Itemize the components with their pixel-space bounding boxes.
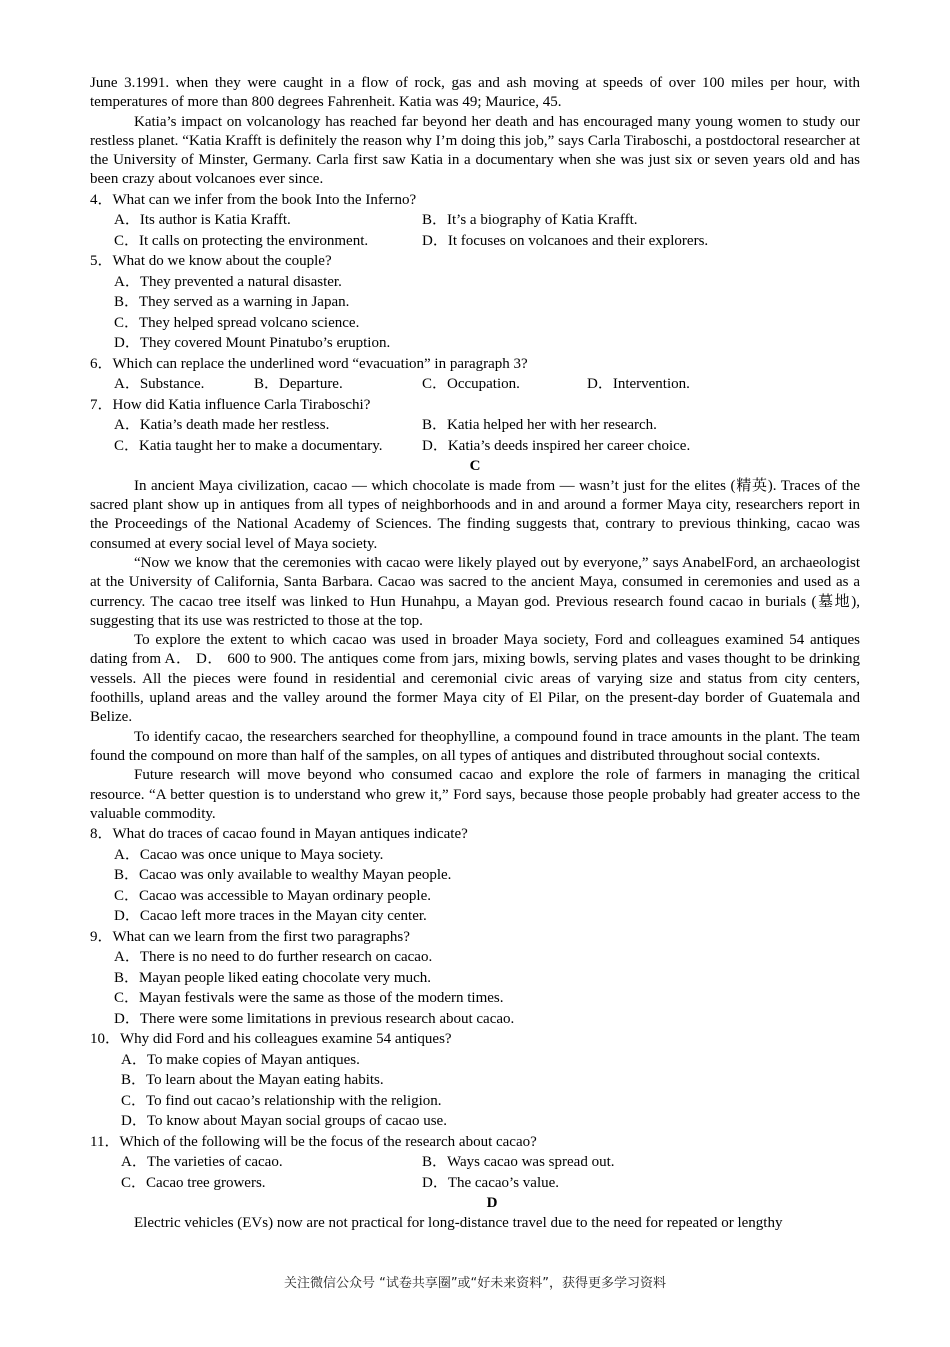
option-b[interactable]: B．Ways cacao was spread out. — [422, 1154, 615, 1171]
option-c[interactable]: C．Cacao tree growers. — [121, 1174, 266, 1191]
option-a[interactable]: A．Its author is Katia Krafft. — [114, 212, 291, 229]
option-row — [90, 292, 860, 313]
option-d[interactable]: D．To know about Mayan social groups of cacao use. — [121, 1113, 447, 1130]
option-a[interactable]: A．They prevented a natural disaster. — [114, 273, 342, 290]
option-d[interactable]: D．There were some limitations in previous research about cacao. — [114, 1010, 515, 1027]
option-row — [90, 210, 860, 231]
option-row — [90, 1050, 860, 1071]
option-row — [90, 865, 860, 886]
question-stem: 5．What do we know about the couple? — [90, 253, 332, 270]
passage-c-paragraph: To identify cacao, the researchers searched for theophylline, a compound found in trace amounts in the plant. The team found the compound on more than half of the samples, on all types of antiques and distributed throughout social contexts. — [90, 728, 860, 764]
option-row — [90, 436, 860, 457]
section-heading: D — [486, 1195, 498, 1212]
option-a[interactable]: A．Substance. — [114, 376, 205, 393]
option-d[interactable]: D．They covered Mount Pinatubo’s eruption. — [114, 335, 391, 352]
option-a[interactable]: A．There is no need to do further research on cacao. — [114, 949, 433, 966]
option-b[interactable]: B．It’s a biography of Katia Krafft. — [422, 212, 638, 229]
option-c[interactable]: C．Occupation. — [422, 376, 520, 393]
option-row — [90, 1070, 860, 1091]
passage-d-paragraph: Electric vehicles (EVs) now are not practical for long-distance travel due to the need for repeated or lengthy — [134, 1214, 783, 1231]
option-d[interactable]: D．The cacao’s value. — [422, 1174, 560, 1191]
option-b[interactable]: B．They served as a warning in Japan. — [114, 294, 350, 311]
option-b[interactable]: B．Mayan people liked eating chocolate very much. — [114, 969, 431, 986]
option-b[interactable]: B．To learn about the Mayan eating habits. — [121, 1072, 384, 1089]
passage-b-paragraph: Katia’s impact on volcanology has reached far beyond her death and has encouraged many young women to study our restless planet. “Katia Krafft is definitely the reason why I’m doing this job,” says Carla Tiraboschi, a postdoctoral researcher at the University of Minster, Germany. Carla first saw Katia in a documentary when she was just six or seven years old and has been crazy about volcanoes ever since. — [90, 113, 860, 188]
option-b[interactable]: B．Cacao was only available to wealthy Mayan people. — [114, 867, 452, 884]
passage-c-paragraph: To explore the extent to which cacao was used in broader Maya society, Ford and colleagues examined 54 antiques dating from A． D． 600 to 900. The antiques come from jars, mixing bowls, serving plates and vases thought to be drinking vessels. All the pieces were found in residential and ceremonial civic areas of varying size and status from city centers, foothills, upland areas and the valley around the former Maya city of El Pilar, on the present-day border of Guatemala and Belize. — [90, 632, 860, 726]
option-row — [90, 1173, 860, 1194]
option-row — [90, 1009, 860, 1030]
option-a[interactable]: A．Cacao was once unique to Maya society. — [114, 846, 384, 863]
option-a[interactable]: A．To make copies of Mayan antiques. — [121, 1051, 360, 1068]
option-c[interactable]: C．Cacao was accessible to Mayan ordinary people. — [114, 887, 431, 904]
option-row — [90, 886, 860, 907]
passage-b-paragraph: June 3.1991. when they were caught in a flow of rock, gas and ash moving at speeds of over 100 miles per hour, with temperatures of more than 800 degrees Fahrenheit. Katia was 49; Maurice, 45. — [90, 75, 860, 111]
option-row — [90, 845, 860, 866]
passage-c-paragraph: In ancient Maya civilization, cacao — which chocolate is made from — wasn’t just for the elites (精英). Traces of the sacred plant show up in antiques from all types of neighborhoods and in and around a former Maya city, researchers report in the Proceedings of the National Academy of Sciences. The finding suggests that, contrary to previous thinking, cacao was consumed at every social level of Maya society. — [90, 477, 860, 552]
option-c[interactable]: C．Katia taught her to make a documentary. — [114, 437, 383, 454]
section-heading: C — [469, 458, 481, 475]
question-stem: 6．Which can replace the underlined word “evacuation” in paragraph 3? — [90, 355, 528, 372]
option-row — [90, 272, 860, 293]
option-d[interactable]: D．Intervention. — [587, 376, 690, 393]
option-b[interactable]: B．Departure. — [254, 376, 343, 393]
option-row — [90, 1152, 860, 1173]
option-row — [90, 1091, 860, 1112]
question-stem: 7．How did Katia influence Carla Tiraboschi? — [90, 396, 371, 413]
option-row — [90, 415, 860, 436]
option-c[interactable]: C．They helped spread volcano science. — [114, 314, 360, 331]
option-d[interactable]: D．Katia’s deeds inspired her career choice. — [422, 437, 691, 454]
page-footer: 关注微信公众号 “试卷共享圈”或“好未来资料”，获得更多学习资料 — [283, 1276, 667, 1291]
option-row — [90, 947, 860, 968]
option-a[interactable]: A．The varieties of cacao. — [121, 1154, 283, 1171]
option-row — [90, 1111, 860, 1132]
option-row — [90, 906, 860, 927]
option-c[interactable]: C．To find out cacao’s relationship with the religion. — [121, 1092, 442, 1109]
option-row — [90, 313, 860, 334]
option-c[interactable]: C．Mayan festivals were the same as those of the modern times. — [114, 990, 504, 1007]
passage-c-paragraph: “Now we know that the ceremonies with cacao were likely played out by everyone,” says AnabelFord, an archaeologist at the University of California, Santa Barbara. Cacao was sacred to the ancient Maya, consumed in ceremonies and used as a currency. The cacao tree itself was linked to Hun Hunahpu, a Mayan god. Previous research found cacao in burials (墓地), suggesting that its use was restricted to those at the top. — [90, 554, 860, 629]
option-d[interactable]: D．It focuses on volcanoes and their explorers. — [422, 232, 709, 249]
option-c[interactable]: C．It calls on protecting the environment. — [114, 232, 369, 249]
question-stem: 11．Which of the following will be the focus of the research about cacao? — [90, 1133, 537, 1150]
exam-page — [90, 74, 860, 1233]
option-row — [90, 231, 860, 252]
question-stem: 4．What can we infer from the book Into the Inferno? — [90, 191, 417, 208]
option-row — [90, 333, 860, 354]
option-row — [90, 968, 860, 989]
passage-c-paragraph: Future research will move beyond who consumed cacao and explore the role of farmers in managing the critical resource. “A better question is to understand who grew it,” Ford says, because those people probably had greater access to the valuable commodity. — [90, 767, 860, 822]
question-stem: 10．Why did Ford and his colleagues examine 54 antiques? — [90, 1031, 452, 1048]
option-d[interactable]: D．Cacao left more traces in the Mayan city center. — [114, 908, 427, 925]
option-b[interactable]: B．Katia helped her with her research. — [422, 417, 657, 434]
option-row — [90, 374, 860, 395]
question-stem: 8．What do traces of cacao found in Mayan antiques indicate? — [90, 826, 468, 843]
question-stem: 9．What can we learn from the first two paragraphs? — [90, 928, 410, 945]
option-row — [90, 988, 860, 1009]
option-a[interactable]: A．Katia’s death made her restless. — [114, 417, 330, 434]
